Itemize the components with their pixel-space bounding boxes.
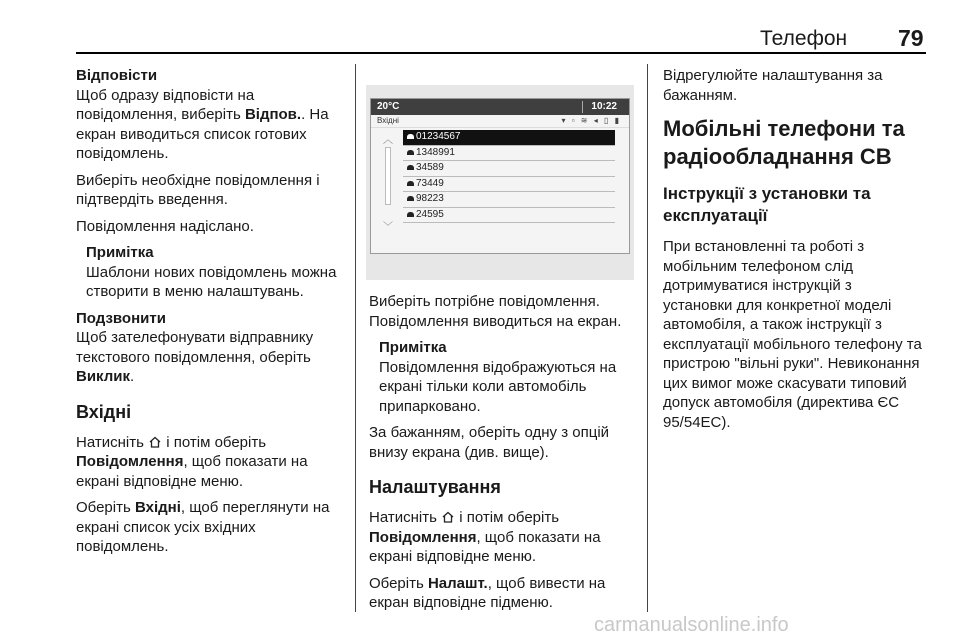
column-divider-2	[647, 64, 648, 612]
note-text: Шаблони нових повідомлень можна створити в меню налаштувань.	[86, 263, 337, 300]
list-item[interactable]: 01234567	[403, 130, 615, 146]
list-item[interactable]: 73449	[403, 177, 615, 193]
list-item[interactable]: 34589	[403, 161, 615, 177]
home-icon	[441, 510, 455, 524]
middle-column	[369, 292, 641, 620]
phone-icon	[407, 134, 414, 139]
middle-paragraph-1: Виберіть потрібне повідомлення. Повідомлення виводиться на екран.	[369, 293, 622, 330]
note-title: Примітка	[86, 244, 154, 261]
inbox-paragraph-1: Натисніть і потім оберіть Повідомлення, щоб показати на екрані відповідне меню.	[76, 433, 308, 490]
right-paragraph-2: При встановленні та роботі з мобільним телефоном слід дотримуватися інструкцій з установки для конкретної моделі автомобіля, а також інструкції з експлуатації мобільного телефону та пристрою "вільні руки". Невиконання цих вимог може скасувати типовий допуск автомобіля (директива ЄС 95/54EC).	[663, 238, 922, 431]
settings-paragraph-2: Оберіть Налашт., щоб вивести на екран відповідне підменю.	[369, 574, 606, 611]
phone-icon	[407, 165, 414, 170]
middle-paragraph-2: За бажанням, оберіть одну з опцій внизу екрана (див. вище).	[369, 424, 610, 461]
call-paragraph: Щоб зателефонувати відправнику текстового повідомлення, оберіть Виклик.	[76, 329, 314, 385]
scroll-up-icon[interactable]: ︿	[383, 135, 393, 146]
home-icon	[148, 435, 162, 449]
list-item[interactable]: 24595	[403, 208, 615, 224]
message-list	[403, 130, 615, 223]
scroll-down-icon[interactable]: ﹀	[383, 222, 393, 233]
note-title: Примітка	[379, 339, 447, 356]
status-icons: ▾ ▫ ≋ ◂ ▯ ▮	[561, 116, 621, 125]
list-item[interactable]: 98223	[403, 192, 615, 208]
header-rule	[76, 52, 926, 54]
right-column	[663, 66, 925, 439]
reply-heading: Відповісти	[76, 67, 158, 84]
left-column	[76, 66, 348, 564]
reply-paragraph: Щоб одразу відповісти на повідомлення, виберіть Відпов.. На екран виводиться список готових повідомлень.	[76, 86, 329, 162]
right-paragraph-1: Відрегулюйте налаштування за бажанням.	[663, 67, 883, 104]
temperature-readout: 20°C	[377, 101, 400, 112]
phone-icon	[407, 212, 414, 217]
display-screen	[370, 98, 630, 254]
status-bar	[371, 99, 629, 115]
page-header-title: Телефон	[760, 27, 848, 50]
inbox-title-bar	[371, 115, 629, 128]
list-item[interactable]: 1348991	[403, 146, 615, 162]
phone-icon	[407, 196, 414, 201]
inbox-paragraph-2: Оберіть Вхідні, щоб переглянути на екрані список усіх вхідних повідомлень.	[76, 499, 330, 555]
note-text: Повідомлення відображуються на екрані тільки коли автомобіль припарковано.	[379, 358, 617, 415]
clock-readout: 10:22	[591, 101, 617, 112]
phone-icon	[407, 150, 414, 155]
scrollbar[interactable]	[385, 147, 391, 205]
watermark: carmanualsonline.info	[594, 614, 789, 636]
page-number: 79	[898, 25, 924, 51]
mobile-phones-heading: Мобільні телефони та радіообладнання CB	[663, 116, 905, 169]
installation-heading: Інструкції з установки та експлуатації	[663, 184, 871, 225]
settings-heading: Налаштування	[369, 477, 501, 497]
note-templates	[86, 243, 348, 302]
select-paragraph: Виберіть необхідне повідомлення і підтвердіть введення.	[76, 171, 320, 208]
note-parked	[379, 338, 641, 416]
column-divider-1	[355, 64, 356, 612]
inbox-heading: Вхідні	[76, 401, 132, 422]
sent-paragraph: Повідомлення надіслано.	[76, 217, 254, 235]
phone-icon	[407, 181, 414, 186]
inbox-list-title: Вхідні	[377, 116, 399, 125]
infotainment-screenshot	[366, 85, 634, 280]
settings-paragraph-1: Натисніть і потім оберіть Повідомлення, щоб показати на екрані відповідне меню.	[369, 509, 601, 565]
call-heading: Подзвонити	[76, 309, 166, 327]
